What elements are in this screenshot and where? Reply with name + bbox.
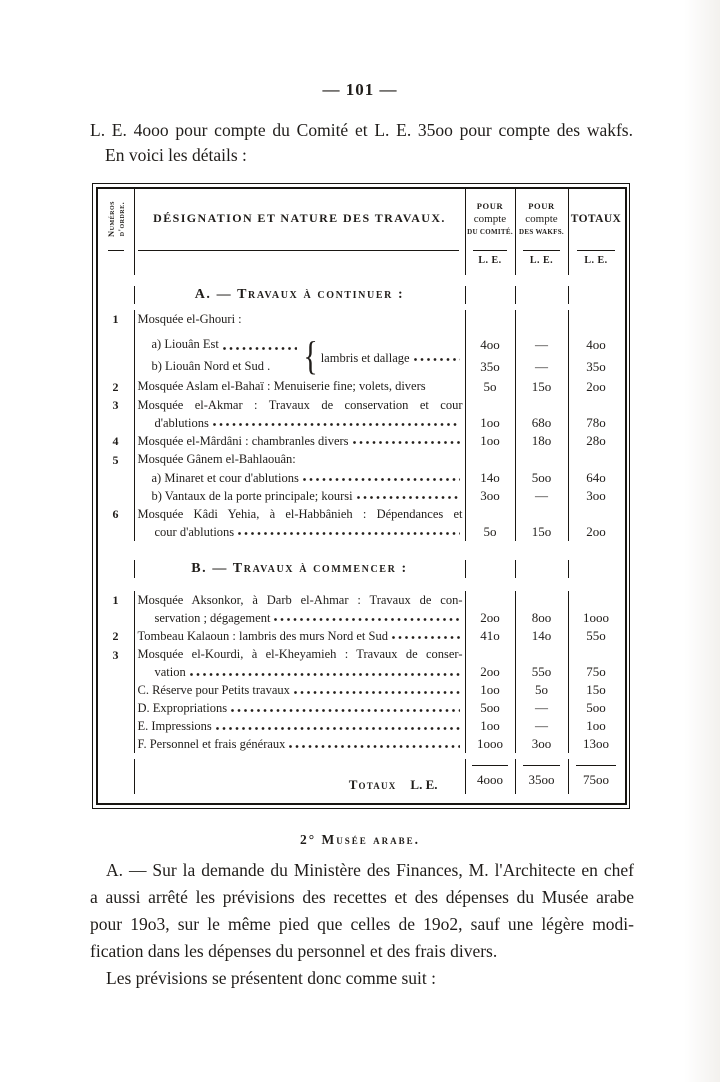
amount-wakfs: 5o	[535, 682, 548, 697]
amount-comite: 2oo	[480, 609, 500, 625]
row-a5a	[98, 469, 625, 487]
row-b2	[98, 627, 625, 646]
table-body	[98, 275, 625, 804]
amount-total: 64o	[586, 469, 606, 485]
designation-text: Mosquée Kâdi Yehia, à el-Habbânieh : Dépendances et	[137, 506, 463, 521]
dotted-leader	[216, 724, 460, 733]
wakfs-currency-label: L. E.	[529, 254, 554, 266]
musee-arabe-heading: 2° Musée arabe.	[299, 831, 421, 847]
row-a3	[98, 396, 625, 432]
row-number: 5	[112, 452, 119, 467]
dotted-leader	[190, 670, 460, 679]
totals-row	[98, 753, 625, 803]
designation-text: Mosquée Aksonkor, à Darb el-Ahmar : Travaux de con-	[137, 592, 463, 607]
row-a1-sublines	[98, 328, 625, 377]
amount-total: 15o	[586, 682, 606, 697]
designation-text: E. Impressions	[137, 719, 212, 733]
row-f-personnel	[98, 735, 625, 753]
designation-text: Mosquée el-Ghouri :	[134, 310, 465, 329]
amount-wakfs: 15o	[531, 523, 552, 539]
works-table	[92, 183, 630, 809]
amount-total: 1ooo	[583, 609, 609, 625]
row-number: 6	[112, 507, 119, 521]
intro-line-1: L. E. 4ooo pour compte du Comité et L. E. 35oo pour compte des wakfs.	[90, 120, 633, 140]
musee-paragraph	[90, 857, 634, 992]
section-b-heading-row	[98, 541, 625, 591]
totals-currency: L. E.	[410, 777, 438, 792]
amount-wakfs: —	[535, 487, 548, 503]
amount-comite: 1oo	[480, 718, 500, 733]
amount-comite: 4oo	[480, 337, 500, 352]
total-comite: 4ooo	[477, 772, 503, 787]
row-number: 4	[112, 434, 119, 448]
amount-wakfs: 14o	[531, 628, 552, 643]
totaux-column-header: TOTAUX	[568, 189, 624, 249]
amount-wakfs: —	[535, 700, 548, 715]
section-a-heading: A. — Travaux à continuer :	[134, 286, 465, 304]
amount-total: 28o	[586, 433, 606, 448]
amount-total: 2oo	[586, 378, 606, 394]
amount-comite: 35o	[480, 358, 500, 374]
row-a5-title	[98, 450, 625, 469]
paragraph-line: a aussi arrêté les prévisions des recettes et des dépenses du Musée arabe	[90, 886, 634, 907]
row-number: 2	[112, 379, 119, 394]
designation-text: lambris et dallage	[320, 350, 410, 365]
dotted-leader	[213, 420, 460, 429]
row-number: 3	[112, 398, 119, 412]
designation-text: F. Personnel et frais généraux	[137, 737, 286, 751]
dotted-leader	[392, 633, 460, 642]
designation-text: cour d'ablutions	[154, 524, 235, 539]
dotted-leader	[353, 438, 460, 447]
designation-header-rule	[138, 250, 459, 251]
amount-total: 13oo	[583, 736, 609, 751]
dotted-leader	[231, 706, 459, 715]
amount-comite: 1oo	[480, 682, 500, 697]
row-number: 3	[112, 647, 119, 662]
totals-rule	[576, 765, 616, 766]
totals-label: Totaux	[348, 777, 397, 792]
dotted-leader	[294, 688, 460, 697]
currency-subheader-row	[98, 249, 625, 275]
designation-text: Mosquée Gânem el-Bahlaouân:	[134, 450, 465, 469]
amount-total: 2oo	[586, 523, 606, 539]
designation-column-header: DÉSIGNATION ET NATURE DES TRAVAUX.	[134, 189, 465, 249]
section-a-heading-row	[98, 275, 625, 310]
order-header-rule	[108, 250, 124, 251]
amount-total: 4oo	[586, 337, 606, 352]
amount-comite: 1oo	[480, 414, 500, 430]
dotted-leader	[303, 475, 460, 484]
amount-comite: 2oo	[480, 664, 500, 679]
dotted-leader	[274, 615, 459, 624]
designation-text: a) Liouân Est	[151, 337, 219, 351]
row-number: 2	[112, 629, 119, 643]
amount-total: 3oo	[586, 487, 606, 503]
designation-text: Mosquée Aslam el-Bahaï : Menuiserie fine; volets, divers	[134, 377, 465, 396]
dotted-leader	[238, 529, 459, 538]
paragraph-line: A. — Sur la demande du Ministère des Finances, M. l'Architecte en chef	[106, 859, 634, 880]
designation-text: Mosquée el-Kourdi, à el-Kheyamieh : Travaux de conser-	[137, 647, 463, 661]
amount-comite: 1oo	[480, 433, 500, 448]
amount-total: 1oo	[586, 718, 606, 733]
designation-text: C. Réserve pour Petits travaux	[137, 683, 290, 697]
grouping-brace-glyph: {	[302, 333, 318, 378]
totals-rule	[523, 765, 560, 766]
designation-text: D. Expropriations	[137, 701, 228, 715]
designation-text: b) Liouân Nord et Sud .	[151, 358, 271, 373]
amount-total: 75o	[586, 664, 606, 679]
section-b-heading: B. — Travaux à commencer :	[134, 560, 465, 578]
amount-comite: 3oo	[480, 487, 500, 503]
order-header-line1: Numéros	[105, 200, 116, 237]
designation-text: servation ; dégagement	[154, 610, 271, 625]
row-d-expropriations	[98, 699, 625, 717]
amount-total: 55o	[586, 628, 606, 643]
dotted-leader	[289, 742, 459, 751]
amount-comite: 14o	[480, 469, 500, 485]
closing-line: Les prévisions se présentent donc comme suit :	[106, 967, 436, 988]
comite-column-header: POUR compte DU COMITÉ.	[465, 189, 515, 249]
row-number: 1	[112, 312, 119, 326]
amount-wakfs: 5oo	[531, 469, 552, 485]
intro-line-2: En voici les détails :	[105, 145, 247, 165]
dotted-leader	[223, 344, 297, 353]
total-general: 75oo	[583, 772, 609, 787]
amount-wakfs: —	[535, 337, 548, 352]
amount-wakfs: 18o	[531, 433, 552, 448]
comite-currency-label: L. E.	[478, 254, 502, 266]
paragraph-line: fication dans les dépenses du personnel et des frais divers.	[90, 940, 498, 961]
wakfs-column-header: POUR compte DES WAKFS.	[515, 189, 568, 249]
dotted-leader	[357, 493, 460, 502]
amount-total: 78o	[586, 414, 606, 430]
table-header-row	[98, 189, 625, 249]
designation-text: a) Minaret et cour d'ablutions	[151, 470, 299, 485]
paragraph-line: pour 19o3, sur le même pied que celles de 19o2, sauf une légère modi-	[90, 913, 634, 934]
row-b1	[98, 591, 625, 627]
amount-comite: 41o	[480, 628, 500, 643]
row-e-impressions	[98, 717, 625, 735]
designation-text: Mosquée el-Mârdâni : chambranles divers	[137, 433, 349, 448]
order-header-line2: d'ordre.	[115, 201, 126, 236]
designation-text: Mosquée el-Akmar : Travaux de conservation et cour	[137, 397, 463, 412]
amount-wakfs: —	[535, 718, 548, 733]
amount-comite: 5oo	[480, 700, 500, 715]
amount-comite: 1ooo	[477, 736, 503, 751]
designation-text: d'ablutions	[154, 415, 209, 430]
amount-wakfs: —	[535, 358, 548, 374]
row-a4	[98, 432, 625, 451]
designation-text: Tombeau Kalaoun : lambris des murs Nord et Sud	[137, 628, 388, 643]
row-b3	[98, 645, 625, 681]
designation-text: vation	[154, 665, 186, 679]
row-number: 1	[112, 593, 119, 607]
row-c-reserve	[98, 681, 625, 699]
amount-total: 5oo	[586, 700, 606, 715]
row-a2	[98, 377, 625, 396]
intro-paragraph	[90, 118, 633, 168]
dotted-leader	[414, 355, 460, 364]
page-number: — 101 —	[322, 80, 398, 99]
totals-rule	[472, 765, 507, 766]
amount-total: 35o	[586, 358, 606, 374]
totaux-currency-label: L. E.	[584, 254, 608, 266]
row-a5b	[98, 487, 625, 505]
amount-comite: 5o	[483, 378, 497, 394]
row-a6	[98, 505, 625, 541]
designation-text: b) Vantaux de la porte principale; koursi	[151, 488, 353, 503]
amount-wakfs: 8oo	[531, 609, 552, 625]
order-column-header	[98, 189, 134, 249]
amount-wakfs: 68o	[531, 414, 552, 430]
total-wakfs: 35oo	[528, 772, 555, 787]
amount-wakfs: 55o	[531, 664, 552, 679]
amount-wakfs: 15o	[531, 378, 552, 394]
amount-comite: 5o	[483, 523, 497, 539]
amount-wakfs: 3oo	[531, 736, 552, 751]
row-a1-title	[98, 310, 625, 329]
